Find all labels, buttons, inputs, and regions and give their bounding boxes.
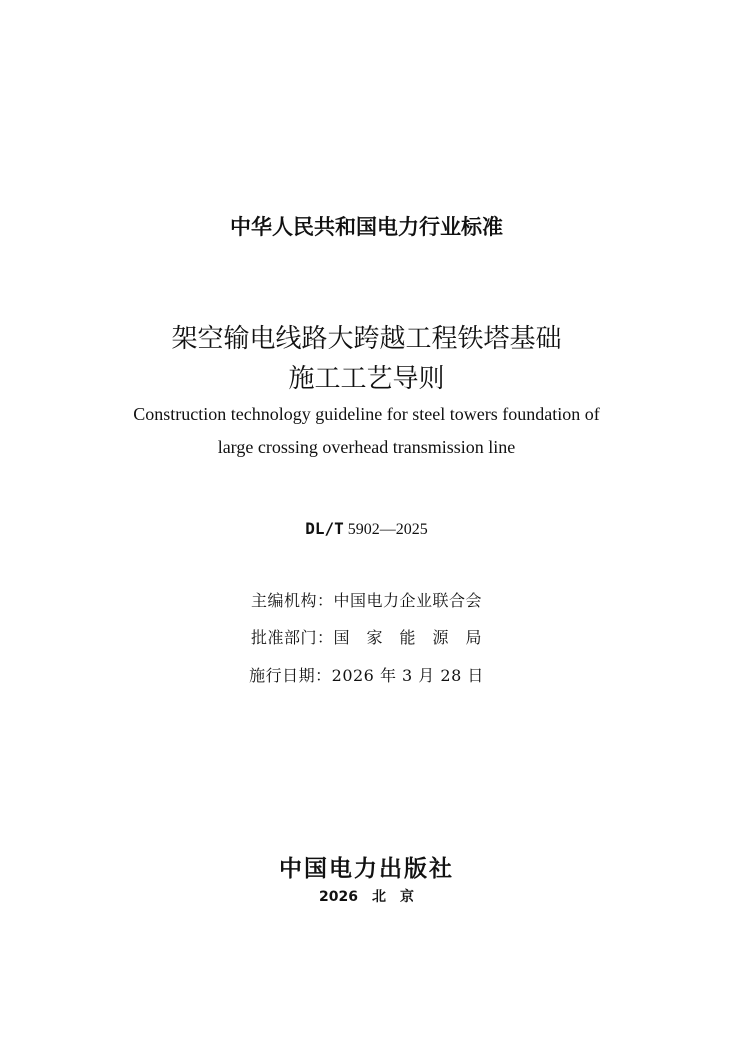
title-english-line-2: large crossing overhead transmission line [217, 437, 516, 457]
title-chinese-line-1: 架空输电线路大跨越工程铁塔基础 [171, 324, 562, 354]
publish-year-place: 2026 北 京 [319, 889, 414, 905]
publisher-name: 中国电力出版社 [279, 856, 454, 882]
title-english-line-1: Construction technology guideline for steel towers foundation of [133, 404, 600, 424]
title-chinese-line-2: 施工工艺导则 [288, 364, 445, 394]
standard-number [0, 519, 733, 539]
standard-category-header: 中华人民共和国电力行业标准 [230, 215, 503, 239]
approving-department: 批准部门：国 家 能 源 局 [250, 628, 482, 647]
effective-date: 施行日期：2026 年 3 月 28 日 [249, 666, 484, 685]
standard-number-value: 5902—2025 [347, 521, 428, 538]
editor-organization: 主编机构：中国电力企业联合会 [250, 591, 482, 610]
standard-code: DL/T [305, 519, 344, 538]
